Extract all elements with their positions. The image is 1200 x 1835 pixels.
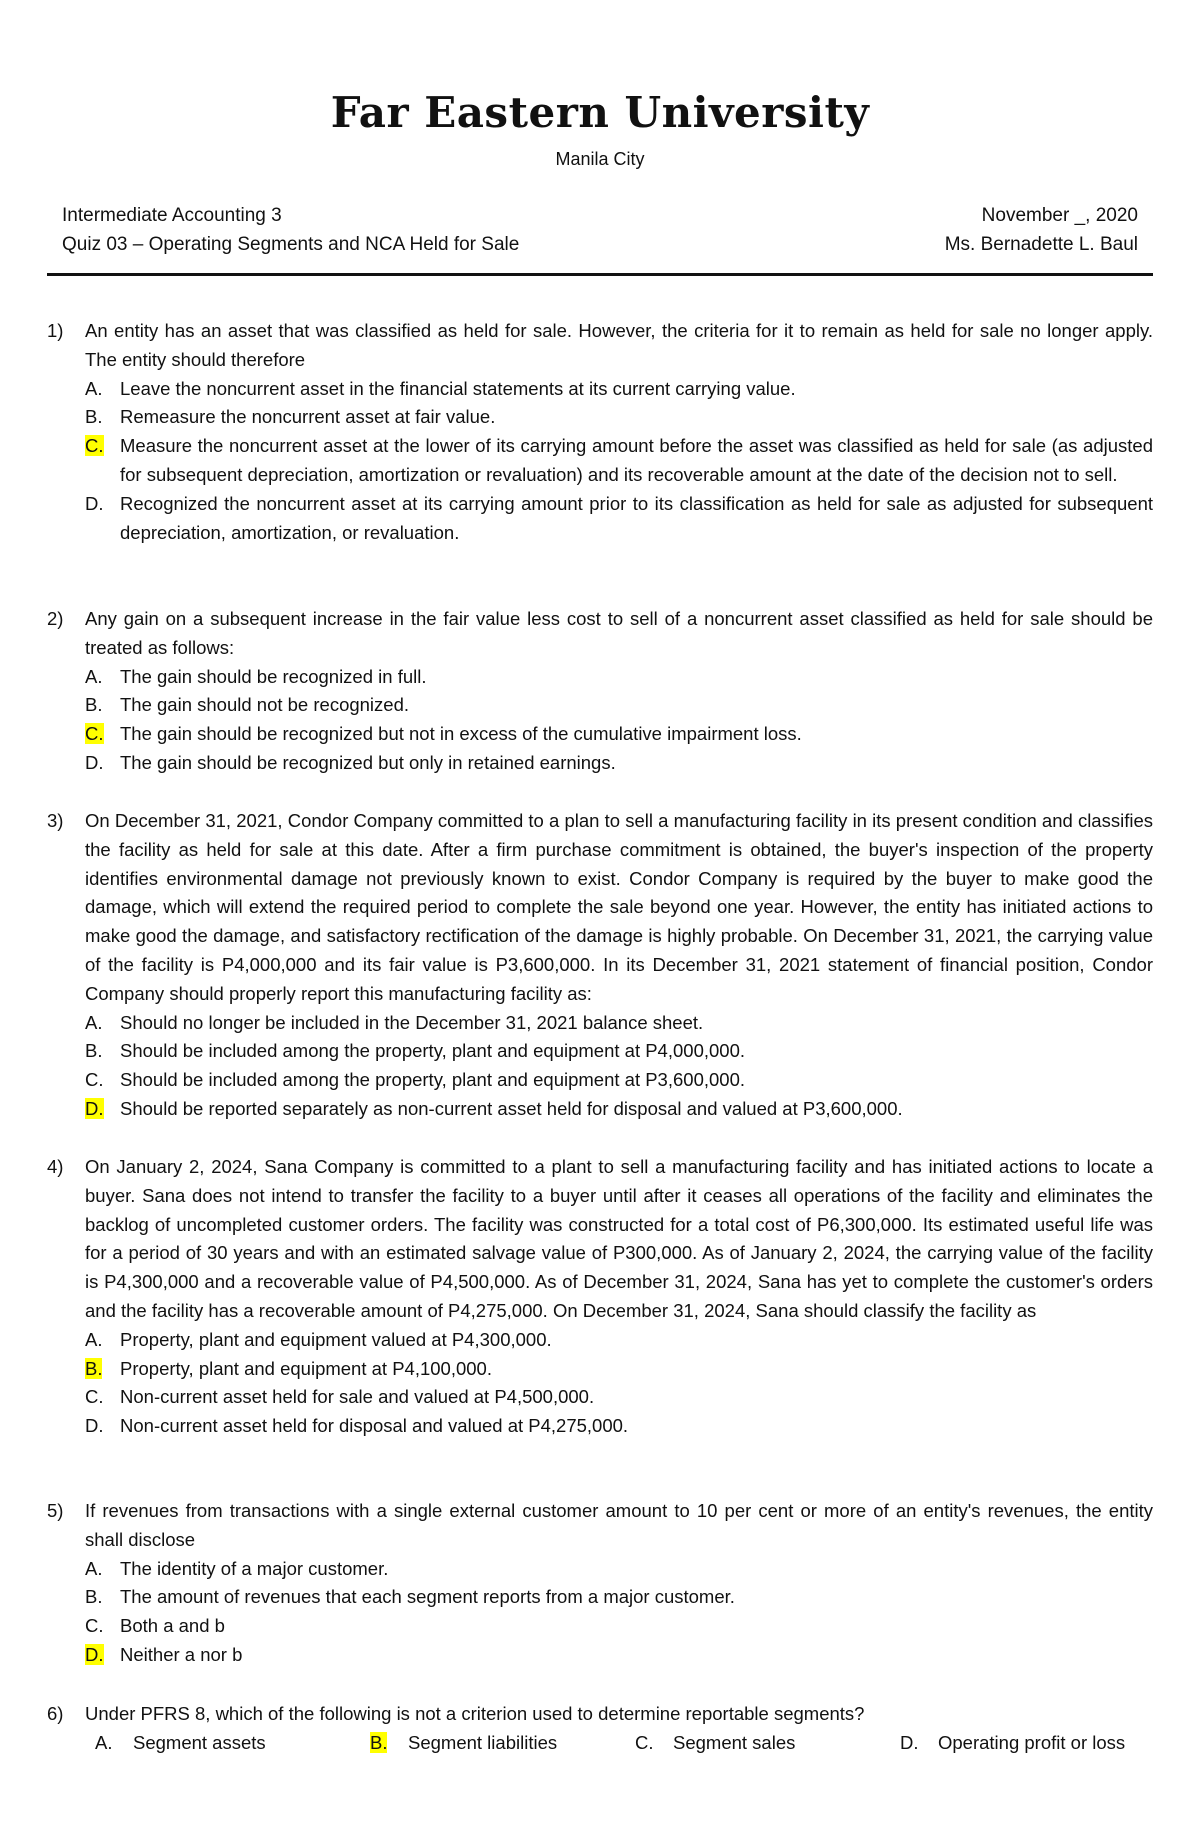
course-name: Intermediate Accounting 3 — [62, 205, 282, 226]
question-number: 5) — [47, 1500, 64, 1521]
option-text: Should be included among the property, plant and equipment at P4,000,000. — [120, 1040, 745, 1062]
option-letter: D. — [85, 751, 104, 773]
question-5 — [47, 1497, 1153, 1670]
option-letter: A. — [95, 1731, 113, 1753]
university-city: Manila City — [555, 149, 645, 169]
option-b — [85, 1355, 1153, 1384]
option-c — [85, 720, 1153, 749]
highlighted-answer-letter: B. — [85, 1357, 103, 1379]
option-a — [85, 1326, 1153, 1355]
option-letter: B. — [85, 694, 103, 716]
instructor-name: Ms. Bernadette L. Baul — [944, 234, 1138, 255]
option-d — [85, 749, 1153, 778]
option-text: Segment assets — [133, 1731, 266, 1753]
question-text: Any gain on a subsequent increase in the fair value less cost to sell of a noncurrent asset classified as held for sale should be treated as follows: — [85, 608, 1153, 658]
option-text: Remeasure the noncurrent asset at fair value. — [120, 406, 496, 428]
question-number: 1) — [47, 320, 64, 341]
question-text: If revenues from transactions with a single external customer amount to 10 per cent or more of an entity's revenues, the entity shall disclose — [85, 1500, 1153, 1550]
option-letter: A. — [85, 665, 103, 687]
quiz-date: November _, 2020 — [981, 205, 1138, 226]
option-letter: B. — [85, 406, 103, 428]
option-text: The amount of revenues that each segment reports from a major customer. — [120, 1586, 735, 1608]
option-c — [635, 1729, 900, 1758]
question-number: 6) — [47, 1703, 64, 1724]
option-a — [85, 375, 1153, 404]
option-text: The gain should be recognized but not in excess of the cumulative impairment loss. — [120, 723, 802, 745]
option-text: Non-current asset held for sale and valued at P4,500,000. — [120, 1386, 595, 1408]
option-b — [370, 1729, 635, 1758]
option-a — [85, 1555, 1153, 1584]
option-a — [85, 663, 1153, 692]
highlighted-answer-letter: D. — [85, 1643, 104, 1665]
option-text: Both a and b — [120, 1615, 225, 1637]
option-text: Non-current asset held for disposal and valued at P4,275,000. — [120, 1415, 629, 1437]
option-d — [85, 490, 1153, 548]
option-letter: D. — [85, 1415, 104, 1437]
option-text: Measure the noncurrent asset at the lower of its carrying amount before the asset was classified as held for sale (as adjusted for subsequent depreciation, amortization or revaluation) and its recoverable amount at the date of the decision not to sell. — [120, 435, 1153, 485]
option-letter: D. — [85, 492, 104, 514]
option-c — [85, 1612, 1153, 1641]
option-letter: B. — [85, 1040, 103, 1062]
option-d — [85, 1641, 1153, 1670]
question-number: 3) — [47, 810, 64, 831]
highlighted-answer-letter: B. — [370, 1731, 388, 1753]
option-d — [900, 1729, 1125, 1758]
option-text: Property, plant and equipment at P4,100,000. — [120, 1357, 492, 1379]
option-text: Should be reported separately as non-current asset held for disposal and valued at P3,600,000. — [120, 1097, 903, 1119]
option-b — [85, 1037, 1153, 1066]
option-text: Operating profit or loss — [938, 1731, 1126, 1753]
option-letter: C. — [85, 1069, 104, 1091]
question-3 — [47, 807, 1153, 1124]
option-b — [85, 403, 1153, 432]
option-letter: C. — [85, 1386, 104, 1408]
option-c — [85, 1383, 1153, 1412]
university-title: Far Eastern University — [330, 88, 870, 137]
option-text: The gain should be recognized in full. — [120, 665, 427, 687]
highlighted-answer-letter: C. — [85, 723, 104, 745]
option-text: Should be included among the property, plant and equipment at P3,600,000. — [120, 1069, 745, 1091]
option-letter: C. — [635, 1731, 654, 1753]
question-4 — [47, 1153, 1153, 1441]
question-1 — [47, 317, 1153, 547]
quiz-title: Quiz 03 – Operating Segments and NCA Held for Sale — [62, 234, 520, 255]
option-letter: A. — [85, 1328, 103, 1350]
option-letter: D. — [900, 1731, 919, 1753]
question-text: On December 31, 2021, Condor Company committed to a plan to sell a manufacturing facility in its present condition and classifies the facility as held for sale at this date. After a firm purchase commitment is obtained, the buyer's inspection of the property identifies environmental damage not previously known to exist. Condor Company is required by the buyer to make good the damage, which will extend the required period to complete the sale beyond one year. However, the entity has initiated actions to make good the damage, and satisfactory rectification of the damage is highly probable. On December 31, 2021, the carrying value of the facility is P4,000,000 and its fair value is P3,600,000. In its December 31, 2021 statement of financial position, Condor Company should properly report this manufacturing facility as: — [85, 810, 1153, 1004]
option-text: The gain should not be recognized. — [120, 694, 410, 716]
option-a — [85, 1009, 1153, 1038]
option-c — [85, 1066, 1153, 1095]
option-c — [85, 432, 1153, 490]
option-d — [85, 1412, 1153, 1441]
option-letter: A. — [85, 1011, 103, 1033]
option-text: Recognized the noncurrent asset at its carrying amount prior to its classification as held for sale as adjusted for subsequent depreciation, amortization, or revaluation. — [120, 492, 1153, 543]
option-b — [85, 691, 1153, 720]
question-text: An entity has an asset that was classified as held for sale. However, the criteria for it to remain as held for sale no longer apply. The entity should therefore — [85, 320, 1153, 370]
option-letter: B. — [85, 1586, 103, 1608]
question-6 — [47, 1700, 1153, 1758]
option-a — [85, 1729, 370, 1758]
highlighted-answer-letter: D. — [85, 1097, 104, 1119]
option-letter: C. — [85, 1615, 104, 1637]
question-number: 2) — [47, 608, 64, 629]
option-d — [85, 1095, 1153, 1124]
option-text: Should no longer be included in the December 31, 2021 balance sheet. — [120, 1011, 704, 1033]
option-text: The identity of a major customer. — [120, 1557, 389, 1579]
option-text: Neither a nor b — [120, 1643, 243, 1665]
option-text: Leave the noncurrent asset in the financial statements at its current carrying value. — [120, 377, 796, 399]
header-divider — [47, 273, 1153, 276]
highlighted-answer-letter: C. — [85, 435, 104, 457]
question-2 — [47, 605, 1153, 778]
option-text: Segment liabilities — [408, 1731, 558, 1753]
question-text: Under PFRS 8, which of the following is not a criterion used to determine reportable segments? — [85, 1703, 865, 1724]
option-letter: A. — [85, 377, 103, 399]
option-text: The gain should be recognized but only in retained earnings. — [120, 751, 616, 773]
option-b — [85, 1583, 1153, 1612]
option-letter: A. — [85, 1557, 103, 1579]
question-text: On January 2, 2024, Sana Company is committed to a plant to sell a manufacturing facility and has initiated actions to locate a buyer. Sana does not intend to transfer the facility to a buyer until after it ceases all operations of the facility and eliminates the backlog of uncompleted customer orders. The facility was constructed for a total cost of P6,300,000. Its estimated useful life was for a period of 30 years and with an estimated salvage value of P300,000. As of January 2, 2024, the carrying value of the facility is P4,300,000 and a recoverable value of P4,500,000. As of December 31, 2024, Sana has yet to complete the customer's orders and the facility has a recoverable amount of P4,275,000. On December 31, 2024, Sana should classify the facility as — [85, 1156, 1153, 1321]
question-number: 4) — [47, 1156, 64, 1177]
option-text: Segment sales — [673, 1731, 796, 1753]
option-text: Property, plant and equipment valued at P4,300,000. — [120, 1328, 552, 1350]
